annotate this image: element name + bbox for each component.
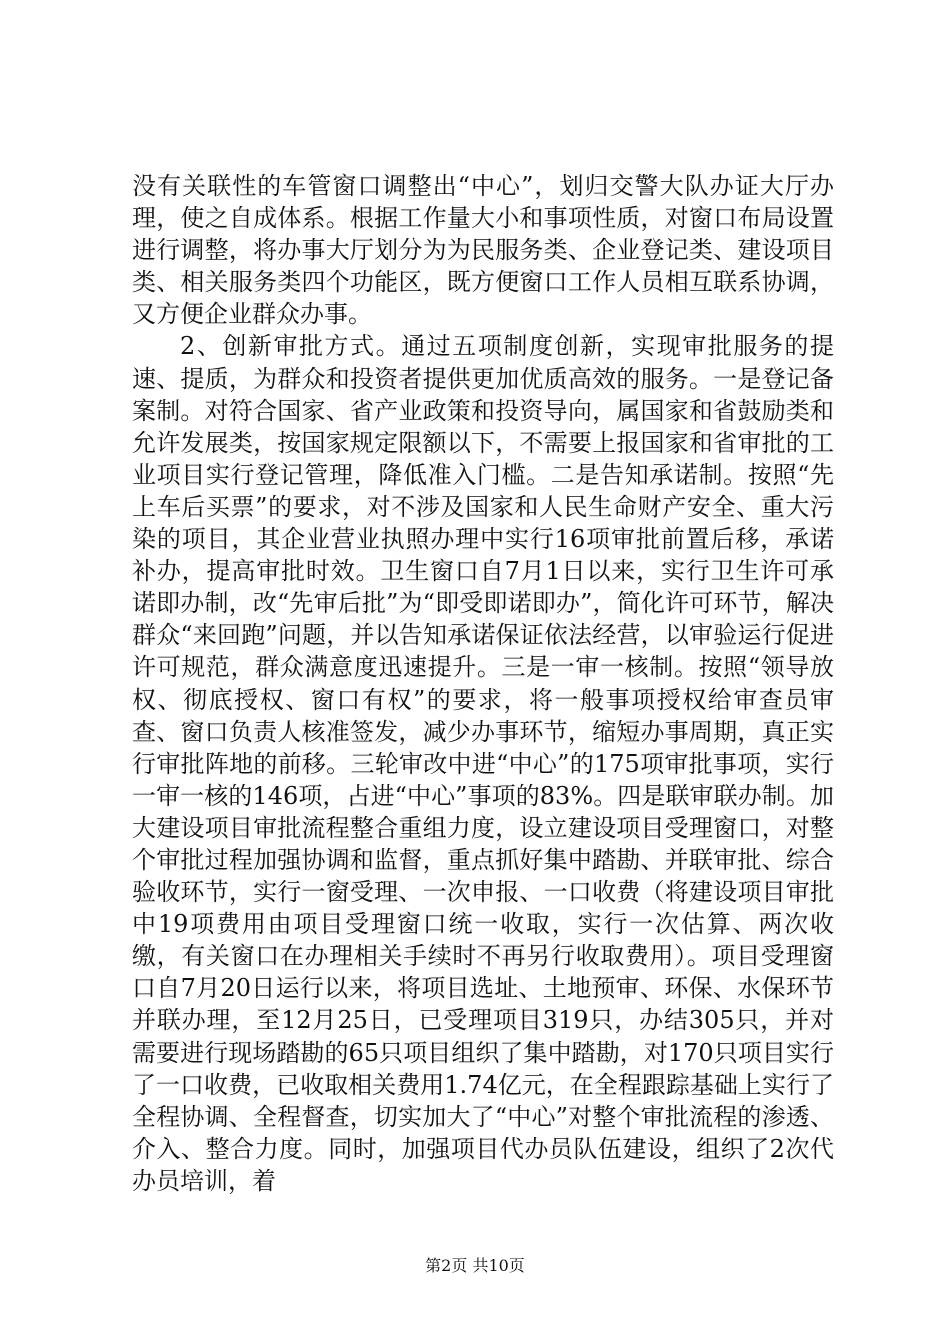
paragraph-continuation: 没有关联性的车管窗口调整出“中心”，划归交警大队办证大厅办理，使之自成体系。根据工作量大小和事项性质，对窗口布局设置进行调整，将办事大厅划分为为民服务类、企业登记类、建设项目类、相关服务类四个功能区，既方便窗口工作人员相互联系协调，又方便企业群众办事。	[132, 172, 834, 329]
page-footer: 第2页 共10页	[425, 1256, 525, 1275]
paragraph-approval-methods: 2、创新审批方式。通过五项制度创新，实现审批服务的提速、提质，为群众和投资者提供更加优质高效的服务。一是登记备案制。对符合国家、省产业政策和投资导向，属国家和省鼓励类和允许发展类，按国家规定限额以下，不需要上报国家和省审批的工业项目实行登记管理，降低准入门槛。二是告知承诺制。按照“先上车后买票”的要求，对不涉及国家和人民生命财产安全、重大污染的项目，其企业营业执照办理中实行16项审批前置后移，承诺补办，提高审批时效。卫生窗口自7月1日以来，实行卫生许可承诺即办制，改“先审后批”为“即受即诺即办”，简化许可环节，解决群众“来回跑”问题，并以告知承诺保证依法经营，以审验运行促进许可规范，群众满意度迅速提升。三是一审一核制。按照“领导放权、彻底授权、窗口有权”的要求，将一般事项授权给审查员审查、窗口负责人核准签发，减少办事环节，缩短办事周期，真正实行审批阵地的前移。三轮审改中进“中心”的175项审批事项，实行一审一核的146项，占进“中心”事项的83%。四是联审联办制。加大建设项目审批流程整合重组力度，设立建设项目受理窗口，对整个审批过程加强协调和监督，重点抓好集中踏勘、并联审批、综合验收环节，实行一窗受理、一次申报、一口收费（将建设项目审批中19项费用由项目受理窗口统一收取，实行一次估算、两次收缴，有关窗口在办理相关手续时不再另行收取费用）。项目受理窗口自7月20日运行以来，将项目选址、土地预审、环保、水保环节并联办理，至12月25日，已受理项目319只，办结305只，并对需要进行现场踏勘的65只项目组织了集中踏勘，对170只项目实行了一口收费，已收取相关费用1.74亿元，在全程跟踪基础上实行了全程协调、全程督查，切实加大了“中心”对整个审批流程的渗透、介入、整合力度。同时，加强项目代办员队伍建设，组织了2次代办员培训，着	[132, 332, 834, 1195]
document-body	[132, 170, 834, 1197]
